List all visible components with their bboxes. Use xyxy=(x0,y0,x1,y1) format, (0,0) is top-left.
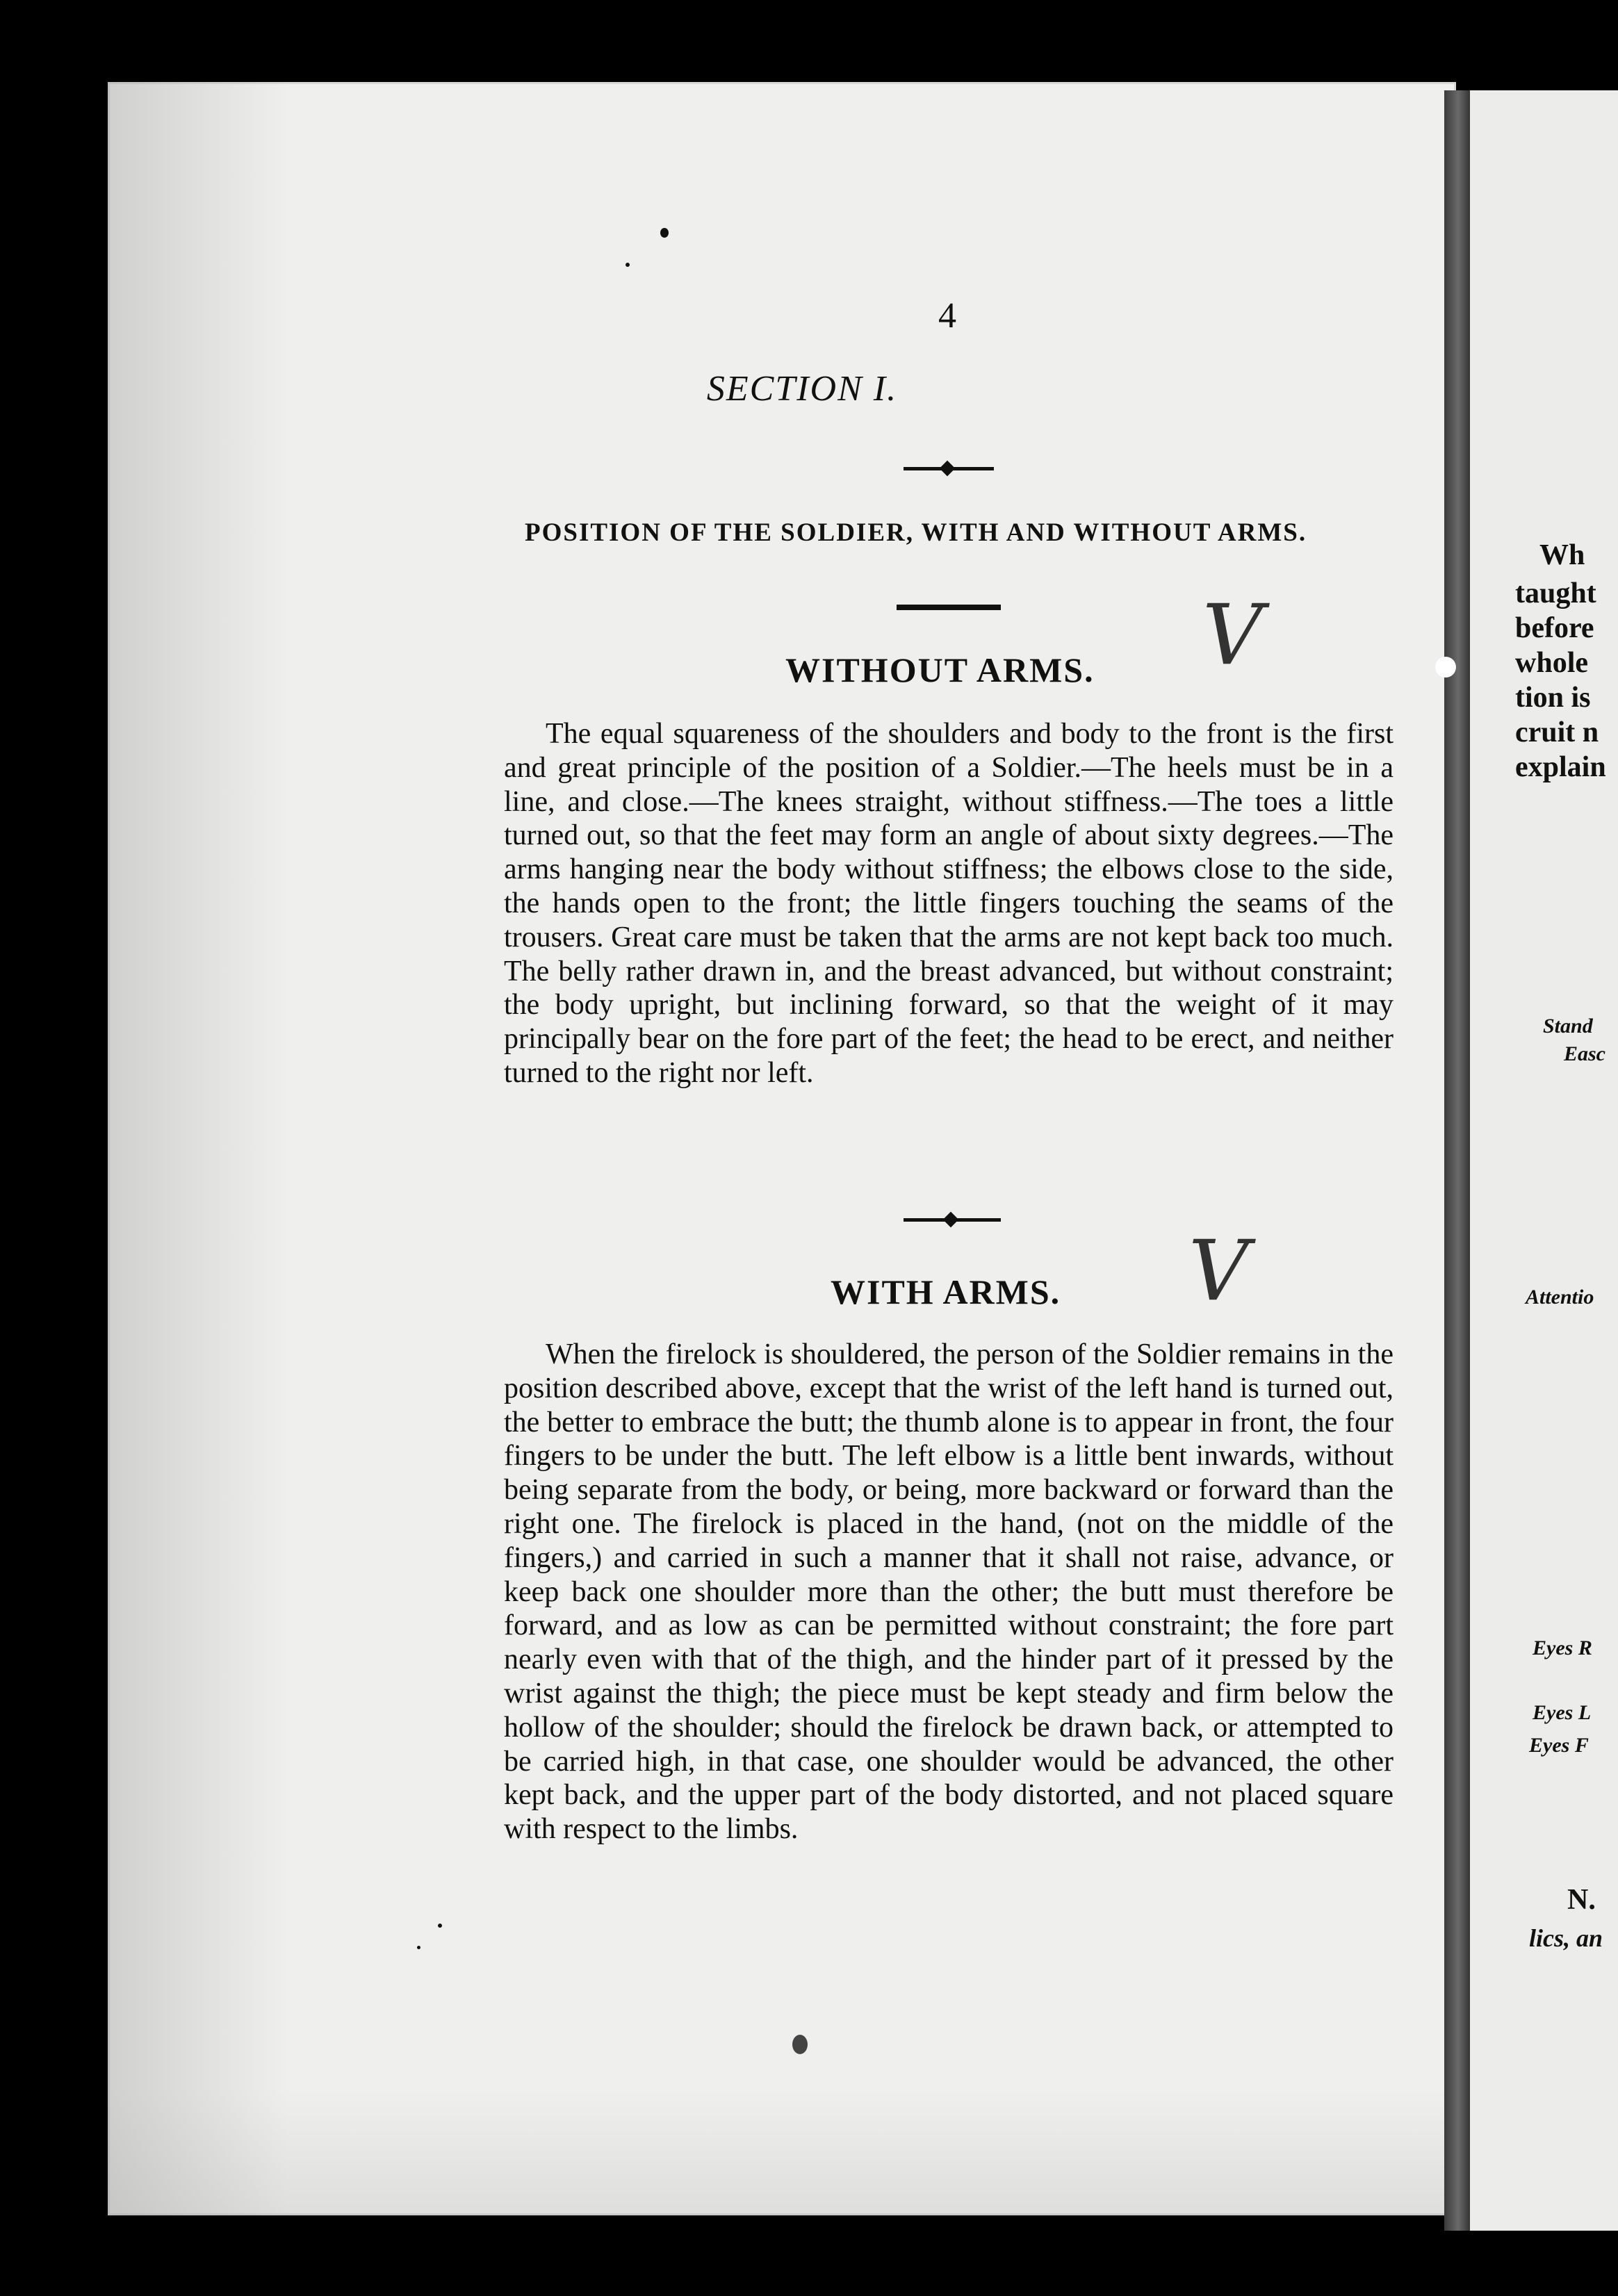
book-gutter xyxy=(1444,90,1472,2231)
with-arms-paragraph: When the firelock is shouldered, the person of the Soldier remains in the position described above, except that the wrist of the left hand is turned out, the better to embrace the butt; the thumb alone is to appear in front, the four fingers to be under the butt. The left elbow is a little bent inwards, without being separate from the body, or being, more backward or forward than the right one. The firelock is placed in the hand, (not on the middle of the fingers,) and carried in such a manner that it shall not raise, advance, or keep back one shoulder more than the other; the butt must therefore be forward, and as low as can be permitted without constraint; the fore part nearly even with that of the thigh, and the hinder part of it pressed by the wrist against the thigh; the piece must be kept steady and firm below the hollow of the shoulder; should the firelock be drawn back, or attempted to be carried high, in that case, one shoulder would be advanced, the other kept back, and the upper part of the body distorted, and not placed square with respect to the limbs. xyxy=(504,1338,1394,1846)
facing-page xyxy=(1470,90,1618,2231)
ink-speck xyxy=(792,2035,808,2054)
without-arms-paragraph: The equal squareness of the shoulders and body to the front is the first and great principle of the position of a Soldier.—The heels must be in a line, and close.—The knees straight, without stiffness.—The toes a little turned out, so that the feet may form an angle of about sixty degrees.—The arms hanging near the body without stiffness; the elbows close to the side, the hands open to the front; the little fingers touching the seams of the trousers. Great care must be taken that the arms are not kept back too much. The belly rather drawn in, and the breast advanced, but without constraint; the body upright, but inclining forward, so that the weight of it may principally bear on the fore part of the feet; the head to be erect, and neither turned to the right nor left. xyxy=(504,718,1394,1089)
facing-footer: lics, an xyxy=(1529,1924,1603,1952)
ornament-rule xyxy=(897,605,1001,610)
without-arms-heading: WITHOUT ARMS. xyxy=(785,650,1095,689)
facing-label: Attentio xyxy=(1526,1286,1594,1309)
facing-line: cruit n xyxy=(1515,716,1599,748)
page-bottom-stain xyxy=(108,2090,1456,2215)
ink-speck xyxy=(438,1924,442,1928)
ink-speck xyxy=(626,263,630,267)
facing-line: explain xyxy=(1515,751,1606,783)
facing-label: Stand xyxy=(1543,1015,1593,1038)
with-arms-heading: WITH ARMS. xyxy=(831,1272,1061,1311)
ink-speck xyxy=(660,228,669,238)
facing-line: before xyxy=(1515,612,1594,644)
handwritten-check-mark: V xyxy=(1202,587,1263,684)
facing-label: Eyes L xyxy=(1533,1701,1592,1724)
subtitle: POSITION OF THE SOLDIER, WITH AND WITHOUT ARMS. xyxy=(525,518,1307,547)
facing-line: Wh xyxy=(1539,539,1585,571)
page-number: 4 xyxy=(938,296,956,336)
facing-line: taught xyxy=(1515,577,1596,609)
section-title: SECTION I. xyxy=(706,369,898,409)
facing-label: Eyes R xyxy=(1533,1637,1592,1659)
facing-label: Easc xyxy=(1564,1042,1605,1065)
handwritten-check-mark: V xyxy=(1188,1223,1249,1320)
ink-speck xyxy=(417,1946,420,1949)
facing-footer: N. xyxy=(1567,1884,1596,1916)
facing-line: tion is xyxy=(1515,682,1591,714)
facing-label: Eyes F xyxy=(1529,1734,1589,1757)
facing-line: whole xyxy=(1515,647,1588,679)
paper-speck xyxy=(1435,657,1456,678)
